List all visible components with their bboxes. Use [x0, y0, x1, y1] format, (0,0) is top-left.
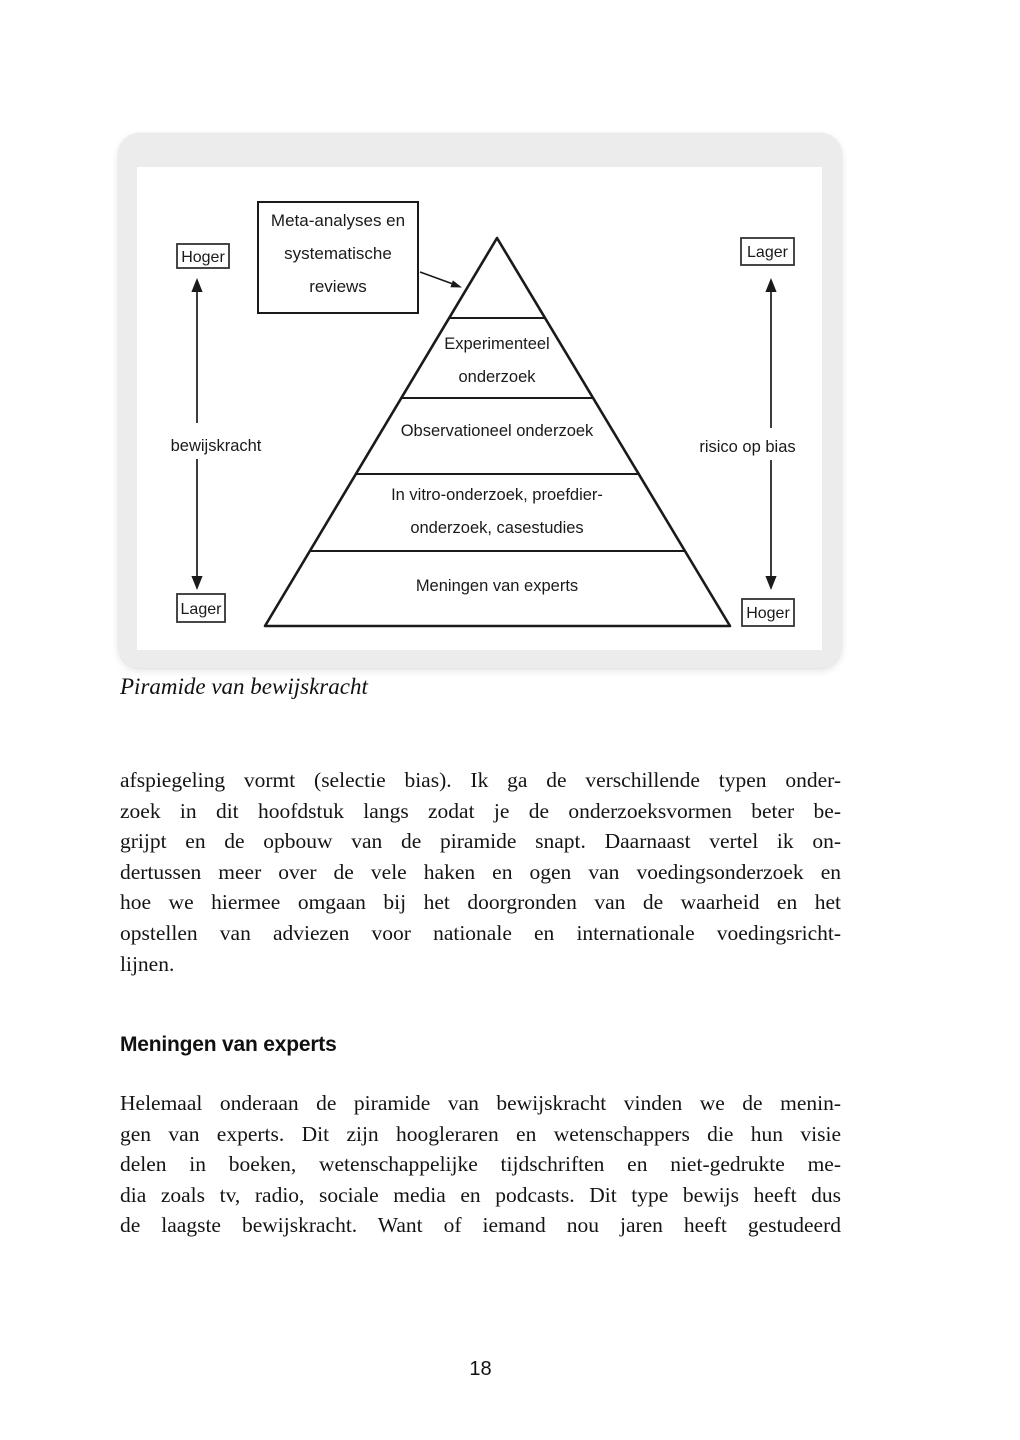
text-line: Helemaal onderaan de piramide van bewijskracht vinden we de menin- — [120, 1091, 841, 1115]
figure-evidence-pyramid — [118, 133, 842, 668]
text-line: afspiegeling vormt (selectie bias). Ik ga de verschillende typen onder- — [120, 768, 841, 792]
level-label-invitro: In vitro-onderzoek, proefdier- — [391, 486, 603, 504]
section-heading: Meningen van experts — [120, 1033, 337, 1056]
right-axis-bottom-label: Hoger — [746, 605, 790, 622]
body-paragraph-2 — [120, 1088, 841, 1241]
left-axis-top-label: Hoger — [181, 249, 225, 266]
text-line: dia zoals tv, radio, sociale media en podcasts. Dit type bewijs heeft dus — [120, 1182, 841, 1207]
body-paragraph-1 — [120, 765, 841, 979]
text-line: opstellen van adviezen voor nationale en internationale voedingsricht- — [120, 920, 841, 945]
level-label-meningen: Meningen van experts — [415, 577, 579, 595]
left-axis-bottom-label: Lager — [180, 601, 222, 618]
callout-line-3: reviews — [309, 277, 367, 296]
right-axis-name: risico op bias — [699, 438, 796, 456]
page-number: 18 — [469, 1358, 492, 1380]
left-axis-name: bewijskracht — [170, 437, 262, 455]
text-line: gen van experts. Dit zijn hoogleraren en wetenschappers die hun visie — [120, 1121, 841, 1146]
level-label-invitro-2: onderzoek, casestudies — [410, 519, 584, 537]
right-axis-top-label: Lager — [747, 244, 788, 261]
level-label-observationeel: Observationeel onderzoek — [400, 422, 594, 440]
level-label-experimenteel-2: onderzoek — [458, 368, 536, 386]
callout-line-1: Meta-analyses en — [270, 211, 406, 230]
figure-caption: Piramide van bewijskracht — [120, 674, 368, 699]
text-line: lijnen. — [120, 951, 175, 976]
pyramid-diagram — [118, 133, 842, 668]
text-line: zoek in dit hoofdstuk langs zodat je de onderzoeksvormen beter be- — [120, 798, 841, 823]
text-line: grijpt en de opbouw van de piramide snapt. Daarnaast vertel ik on- — [120, 829, 841, 854]
text-line: de laagste bewijskracht. Want of iemand nou jaren heeft gestudeerd — [120, 1213, 841, 1238]
text-line: dertussen meer over de vele haken en ogen van voedingsonderzoek en — [120, 859, 841, 884]
text-line: delen in boeken, wetenschappelijke tijdschriften en niet-gedrukte me- — [120, 1152, 841, 1177]
text-line: hoe we hiermee omgaan bij het doorgronden van de waarheid en het — [120, 890, 841, 915]
level-label-experimenteel: Experimenteel — [444, 335, 550, 353]
callout-line-2: systematische — [284, 244, 392, 263]
